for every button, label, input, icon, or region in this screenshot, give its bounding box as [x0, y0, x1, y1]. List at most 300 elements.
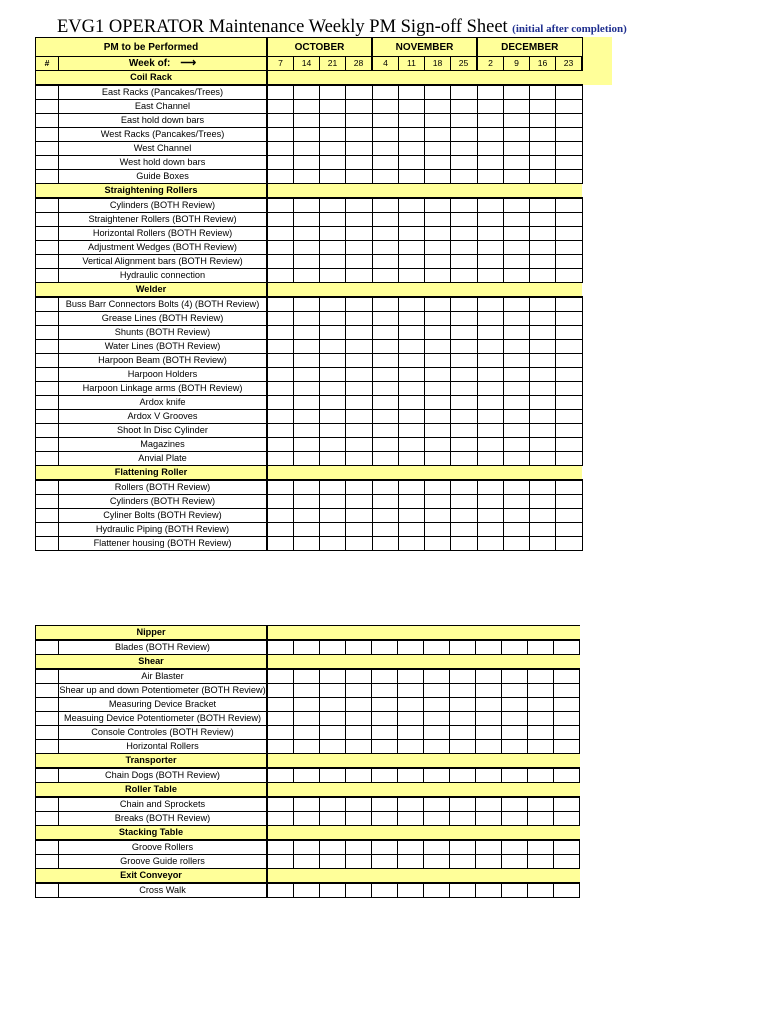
signoff-cell[interactable] [267, 142, 294, 156]
signoff-cell[interactable] [425, 142, 451, 156]
signoff-cell[interactable] [554, 640, 580, 655]
signoff-cell[interactable] [372, 312, 399, 326]
signoff-cell[interactable] [267, 840, 294, 855]
signoff-cell[interactable] [554, 684, 580, 698]
signoff-cell[interactable] [425, 480, 451, 495]
signoff-cell[interactable] [477, 227, 504, 241]
signoff-cell[interactable] [530, 142, 556, 156]
signoff-cell[interactable] [504, 100, 530, 114]
signoff-cell[interactable] [425, 523, 451, 537]
signoff-cell[interactable] [294, 340, 320, 354]
signoff-cell[interactable] [267, 354, 294, 368]
signoff-cell[interactable] [502, 840, 528, 855]
signoff-cell[interactable] [398, 812, 424, 826]
signoff-cell[interactable] [320, 156, 346, 170]
signoff-cell[interactable] [320, 768, 346, 783]
signoff-cell[interactable] [450, 712, 476, 726]
signoff-cell[interactable] [530, 114, 556, 128]
signoff-cell[interactable] [294, 840, 320, 855]
signoff-cell[interactable] [267, 740, 294, 754]
signoff-cell[interactable] [372, 156, 399, 170]
signoff-cell[interactable] [424, 797, 450, 812]
signoff-cell[interactable] [451, 213, 478, 227]
signoff-cell[interactable] [502, 726, 528, 740]
signoff-cell[interactable] [267, 297, 294, 312]
signoff-cell[interactable] [320, 523, 346, 537]
signoff-cell[interactable] [451, 269, 478, 283]
signoff-cell[interactable] [556, 495, 583, 509]
signoff-cell[interactable] [399, 100, 425, 114]
signoff-cell[interactable] [346, 523, 373, 537]
signoff-cell[interactable] [294, 156, 320, 170]
signoff-cell[interactable] [451, 452, 478, 466]
signoff-cell[interactable] [451, 170, 478, 184]
signoff-cell[interactable] [372, 297, 399, 312]
signoff-cell[interactable] [504, 227, 530, 241]
signoff-cell[interactable] [372, 452, 399, 466]
signoff-cell[interactable] [267, 382, 294, 396]
signoff-cell[interactable] [476, 740, 502, 754]
signoff-cell[interactable] [267, 241, 294, 255]
signoff-cell[interactable] [267, 855, 294, 869]
signoff-cell[interactable] [267, 326, 294, 340]
signoff-cell[interactable] [425, 269, 451, 283]
signoff-cell[interactable] [451, 410, 478, 424]
signoff-cell[interactable] [372, 740, 398, 754]
signoff-cell[interactable] [477, 142, 504, 156]
signoff-cell[interactable] [320, 354, 346, 368]
signoff-cell[interactable] [320, 340, 346, 354]
signoff-cell[interactable] [398, 740, 424, 754]
signoff-cell[interactable] [556, 537, 583, 551]
signoff-cell[interactable] [554, 768, 580, 783]
signoff-cell[interactable] [346, 537, 373, 551]
signoff-cell[interactable] [504, 213, 530, 227]
signoff-cell[interactable] [477, 537, 504, 551]
signoff-cell[interactable] [504, 452, 530, 466]
signoff-cell[interactable] [425, 198, 451, 213]
signoff-cell[interactable] [451, 495, 478, 509]
signoff-cell[interactable] [320, 269, 346, 283]
signoff-cell[interactable] [372, 354, 399, 368]
signoff-cell[interactable] [530, 396, 556, 410]
signoff-cell[interactable] [424, 684, 450, 698]
signoff-cell[interactable] [502, 669, 528, 684]
signoff-cell[interactable] [346, 114, 373, 128]
signoff-cell[interactable] [504, 424, 530, 438]
signoff-cell[interactable] [320, 537, 346, 551]
signoff-cell[interactable] [424, 669, 450, 684]
signoff-cell[interactable] [424, 740, 450, 754]
signoff-cell[interactable] [294, 382, 320, 396]
signoff-cell[interactable] [477, 340, 504, 354]
signoff-cell[interactable] [346, 312, 373, 326]
signoff-cell[interactable] [372, 100, 399, 114]
signoff-cell[interactable] [399, 480, 425, 495]
signoff-cell[interactable] [477, 156, 504, 170]
signoff-cell[interactable] [399, 269, 425, 283]
signoff-cell[interactable] [346, 297, 373, 312]
signoff-cell[interactable] [267, 170, 294, 184]
signoff-cell[interactable] [346, 170, 373, 184]
signoff-cell[interactable] [399, 354, 425, 368]
signoff-cell[interactable] [294, 740, 320, 754]
signoff-cell[interactable] [372, 396, 399, 410]
signoff-cell[interactable] [267, 768, 294, 783]
signoff-cell[interactable] [294, 495, 320, 509]
signoff-cell[interactable] [556, 269, 583, 283]
signoff-cell[interactable] [346, 326, 373, 340]
signoff-cell[interactable] [346, 410, 373, 424]
signoff-cell[interactable] [399, 340, 425, 354]
signoff-cell[interactable] [346, 840, 372, 855]
signoff-cell[interactable] [294, 227, 320, 241]
signoff-cell[interactable] [530, 198, 556, 213]
signoff-cell[interactable] [372, 495, 399, 509]
signoff-cell[interactable] [267, 883, 294, 898]
signoff-cell[interactable] [267, 410, 294, 424]
signoff-cell[interactable] [477, 410, 504, 424]
signoff-cell[interactable] [267, 797, 294, 812]
signoff-cell[interactable] [504, 114, 530, 128]
signoff-cell[interactable] [267, 424, 294, 438]
signoff-cell[interactable] [425, 255, 451, 269]
signoff-cell[interactable] [528, 855, 554, 869]
signoff-cell[interactable] [528, 883, 554, 898]
signoff-cell[interactable] [320, 170, 346, 184]
signoff-cell[interactable] [504, 297, 530, 312]
signoff-cell[interactable] [528, 712, 554, 726]
signoff-cell[interactable] [267, 480, 294, 495]
signoff-cell[interactable] [267, 128, 294, 142]
signoff-cell[interactable] [294, 114, 320, 128]
signoff-cell[interactable] [267, 712, 294, 726]
signoff-cell[interactable] [556, 452, 583, 466]
signoff-cell[interactable] [294, 726, 320, 740]
signoff-cell[interactable] [399, 85, 425, 100]
signoff-cell[interactable] [267, 340, 294, 354]
signoff-cell[interactable] [399, 227, 425, 241]
signoff-cell[interactable] [346, 382, 373, 396]
signoff-cell[interactable] [320, 669, 346, 684]
signoff-cell[interactable] [450, 698, 476, 712]
signoff-cell[interactable] [450, 740, 476, 754]
signoff-cell[interactable] [320, 855, 346, 869]
signoff-cell[interactable] [320, 396, 346, 410]
signoff-cell[interactable] [556, 326, 583, 340]
signoff-cell[interactable] [424, 883, 450, 898]
signoff-cell[interactable] [556, 438, 583, 452]
signoff-cell[interactable] [425, 156, 451, 170]
signoff-cell[interactable] [398, 726, 424, 740]
signoff-cell[interactable] [504, 312, 530, 326]
signoff-cell[interactable] [320, 241, 346, 255]
signoff-cell[interactable] [502, 640, 528, 655]
signoff-cell[interactable] [504, 326, 530, 340]
signoff-cell[interactable] [477, 100, 504, 114]
signoff-cell[interactable] [477, 396, 504, 410]
signoff-cell[interactable] [504, 537, 530, 551]
signoff-cell[interactable] [476, 698, 502, 712]
signoff-cell[interactable] [399, 410, 425, 424]
signoff-cell[interactable] [267, 495, 294, 509]
signoff-cell[interactable] [267, 523, 294, 537]
signoff-cell[interactable] [372, 424, 399, 438]
signoff-cell[interactable] [450, 840, 476, 855]
signoff-cell[interactable] [267, 368, 294, 382]
signoff-cell[interactable] [372, 797, 398, 812]
signoff-cell[interactable] [346, 340, 373, 354]
signoff-cell[interactable] [424, 840, 450, 855]
signoff-cell[interactable] [425, 170, 451, 184]
signoff-cell[interactable] [398, 684, 424, 698]
signoff-cell[interactable] [528, 640, 554, 655]
signoff-cell[interactable] [504, 85, 530, 100]
signoff-cell[interactable] [398, 640, 424, 655]
signoff-cell[interactable] [372, 142, 399, 156]
signoff-cell[interactable] [267, 85, 294, 100]
signoff-cell[interactable] [372, 227, 399, 241]
signoff-cell[interactable] [556, 142, 583, 156]
signoff-cell[interactable] [294, 297, 320, 312]
signoff-cell[interactable] [556, 368, 583, 382]
signoff-cell[interactable] [476, 712, 502, 726]
signoff-cell[interactable] [267, 269, 294, 283]
signoff-cell[interactable] [530, 227, 556, 241]
signoff-cell[interactable] [556, 410, 583, 424]
signoff-cell[interactable] [424, 726, 450, 740]
signoff-cell[interactable] [346, 213, 373, 227]
signoff-cell[interactable] [372, 726, 398, 740]
signoff-cell[interactable] [320, 213, 346, 227]
signoff-cell[interactable] [372, 768, 398, 783]
signoff-cell[interactable] [294, 452, 320, 466]
signoff-cell[interactable] [320, 424, 346, 438]
signoff-cell[interactable] [556, 354, 583, 368]
signoff-cell[interactable] [451, 227, 478, 241]
signoff-cell[interactable] [346, 812, 372, 826]
signoff-cell[interactable] [267, 100, 294, 114]
signoff-cell[interactable] [346, 495, 373, 509]
signoff-cell[interactable] [424, 698, 450, 712]
signoff-cell[interactable] [372, 509, 399, 523]
signoff-cell[interactable] [504, 438, 530, 452]
signoff-cell[interactable] [477, 269, 504, 283]
signoff-cell[interactable] [451, 438, 478, 452]
signoff-cell[interactable] [294, 768, 320, 783]
signoff-cell[interactable] [528, 726, 554, 740]
signoff-cell[interactable] [424, 640, 450, 655]
signoff-cell[interactable] [451, 523, 478, 537]
signoff-cell[interactable] [267, 537, 294, 551]
signoff-cell[interactable] [399, 438, 425, 452]
signoff-cell[interactable] [477, 213, 504, 227]
signoff-cell[interactable] [451, 382, 478, 396]
signoff-cell[interactable] [294, 142, 320, 156]
signoff-cell[interactable] [320, 142, 346, 156]
signoff-cell[interactable] [398, 712, 424, 726]
signoff-cell[interactable] [399, 523, 425, 537]
signoff-cell[interactable] [320, 326, 346, 340]
signoff-cell[interactable] [372, 368, 399, 382]
signoff-cell[interactable] [372, 855, 398, 869]
signoff-cell[interactable] [425, 227, 451, 241]
signoff-cell[interactable] [294, 410, 320, 424]
signoff-cell[interactable] [556, 382, 583, 396]
signoff-cell[interactable] [399, 312, 425, 326]
signoff-cell[interactable] [528, 840, 554, 855]
signoff-cell[interactable] [554, 855, 580, 869]
signoff-cell[interactable] [554, 698, 580, 712]
signoff-cell[interactable] [554, 840, 580, 855]
signoff-cell[interactable] [502, 812, 528, 826]
signoff-cell[interactable] [530, 509, 556, 523]
signoff-cell[interactable] [346, 726, 372, 740]
signoff-cell[interactable] [451, 424, 478, 438]
signoff-cell[interactable] [346, 438, 373, 452]
signoff-cell[interactable] [451, 480, 478, 495]
signoff-cell[interactable] [451, 156, 478, 170]
signoff-cell[interactable] [346, 255, 373, 269]
signoff-cell[interactable] [294, 424, 320, 438]
signoff-cell[interactable] [267, 396, 294, 410]
signoff-cell[interactable] [502, 698, 528, 712]
signoff-cell[interactable] [294, 100, 320, 114]
signoff-cell[interactable] [425, 537, 451, 551]
signoff-cell[interactable] [294, 537, 320, 551]
signoff-cell[interactable] [502, 855, 528, 869]
signoff-cell[interactable] [294, 684, 320, 698]
signoff-cell[interactable] [372, 241, 399, 255]
signoff-cell[interactable] [477, 495, 504, 509]
signoff-cell[interactable] [346, 368, 373, 382]
signoff-cell[interactable] [530, 213, 556, 227]
signoff-cell[interactable] [398, 797, 424, 812]
signoff-cell[interactable] [346, 740, 372, 754]
signoff-cell[interactable] [425, 382, 451, 396]
signoff-cell[interactable] [556, 312, 583, 326]
signoff-cell[interactable] [476, 855, 502, 869]
signoff-cell[interactable] [320, 740, 346, 754]
signoff-cell[interactable] [398, 855, 424, 869]
signoff-cell[interactable] [476, 640, 502, 655]
signoff-cell[interactable] [451, 509, 478, 523]
signoff-cell[interactable] [451, 297, 478, 312]
signoff-cell[interactable] [399, 170, 425, 184]
signoff-cell[interactable] [399, 128, 425, 142]
signoff-cell[interactable] [477, 354, 504, 368]
signoff-cell[interactable] [294, 712, 320, 726]
signoff-cell[interactable] [477, 368, 504, 382]
signoff-cell[interactable] [267, 452, 294, 466]
signoff-cell[interactable] [477, 523, 504, 537]
signoff-cell[interactable] [556, 480, 583, 495]
signoff-cell[interactable] [267, 698, 294, 712]
signoff-cell[interactable] [504, 198, 530, 213]
signoff-cell[interactable] [528, 740, 554, 754]
signoff-cell[interactable] [425, 495, 451, 509]
signoff-cell[interactable] [372, 128, 399, 142]
signoff-cell[interactable] [477, 297, 504, 312]
signoff-cell[interactable] [477, 85, 504, 100]
signoff-cell[interactable] [504, 410, 530, 424]
signoff-cell[interactable] [530, 297, 556, 312]
signoff-cell[interactable] [294, 213, 320, 227]
signoff-cell[interactable] [320, 114, 346, 128]
signoff-cell[interactable] [425, 410, 451, 424]
signoff-cell[interactable] [451, 368, 478, 382]
signoff-cell[interactable] [425, 396, 451, 410]
signoff-cell[interactable] [504, 382, 530, 396]
signoff-cell[interactable] [451, 114, 478, 128]
signoff-cell[interactable] [530, 128, 556, 142]
signoff-cell[interactable] [425, 100, 451, 114]
signoff-cell[interactable] [346, 698, 372, 712]
signoff-cell[interactable] [425, 297, 451, 312]
signoff-cell[interactable] [267, 156, 294, 170]
signoff-cell[interactable] [504, 170, 530, 184]
signoff-cell[interactable] [425, 354, 451, 368]
signoff-cell[interactable] [294, 354, 320, 368]
signoff-cell[interactable] [425, 509, 451, 523]
signoff-cell[interactable] [530, 537, 556, 551]
signoff-cell[interactable] [346, 855, 372, 869]
signoff-cell[interactable] [294, 312, 320, 326]
signoff-cell[interactable] [372, 840, 398, 855]
signoff-cell[interactable] [530, 85, 556, 100]
signoff-cell[interactable] [372, 340, 399, 354]
signoff-cell[interactable] [372, 640, 398, 655]
signoff-cell[interactable] [346, 128, 373, 142]
signoff-cell[interactable] [450, 669, 476, 684]
signoff-cell[interactable] [399, 326, 425, 340]
signoff-cell[interactable] [346, 100, 373, 114]
signoff-cell[interactable] [346, 424, 373, 438]
signoff-cell[interactable] [451, 340, 478, 354]
signoff-cell[interactable] [530, 368, 556, 382]
signoff-cell[interactable] [450, 726, 476, 740]
signoff-cell[interactable] [502, 712, 528, 726]
signoff-cell[interactable] [399, 382, 425, 396]
signoff-cell[interactable] [556, 198, 583, 213]
signoff-cell[interactable] [554, 812, 580, 826]
signoff-cell[interactable] [267, 227, 294, 241]
signoff-cell[interactable] [320, 255, 346, 269]
signoff-cell[interactable] [372, 170, 399, 184]
signoff-cell[interactable] [294, 523, 320, 537]
signoff-cell[interactable] [399, 255, 425, 269]
signoff-cell[interactable] [346, 142, 373, 156]
signoff-cell[interactable] [398, 768, 424, 783]
signoff-cell[interactable] [451, 100, 478, 114]
signoff-cell[interactable] [294, 812, 320, 826]
signoff-cell[interactable] [530, 269, 556, 283]
signoff-cell[interactable] [450, 883, 476, 898]
signoff-cell[interactable] [502, 740, 528, 754]
signoff-cell[interactable] [372, 698, 398, 712]
signoff-cell[interactable] [294, 480, 320, 495]
signoff-cell[interactable] [372, 410, 399, 424]
signoff-cell[interactable] [477, 312, 504, 326]
signoff-cell[interactable] [556, 114, 583, 128]
signoff-cell[interactable] [346, 640, 372, 655]
signoff-cell[interactable] [372, 255, 399, 269]
signoff-cell[interactable] [320, 227, 346, 241]
signoff-cell[interactable] [320, 410, 346, 424]
signoff-cell[interactable] [528, 812, 554, 826]
signoff-cell[interactable] [320, 297, 346, 312]
signoff-cell[interactable] [528, 797, 554, 812]
